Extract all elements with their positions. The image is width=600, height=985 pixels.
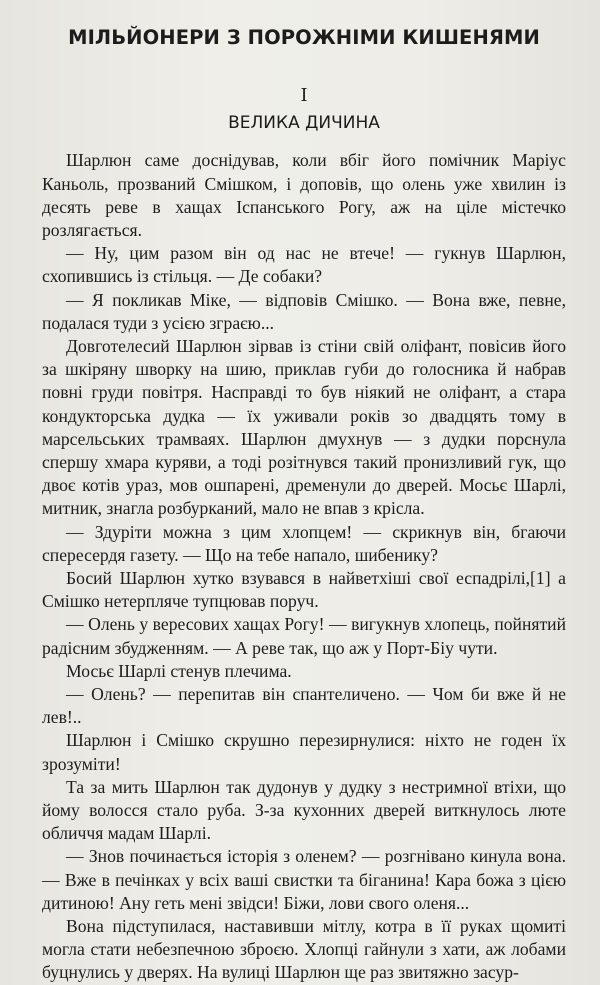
paragraph: — Олень у вересових хащах Рогу! — вигукнув хлопець, пойнятий радісним збудженням. — А реве так, що аж у Порт-Біу чути. <box>42 614 566 658</box>
paragraph: Мосьє Шарлі стенув плечима. <box>66 660 292 681</box>
book-title: МІЛЬЙОНЕРИ З ПОРОЖНІМИ КИШЕНЯМИ <box>68 26 540 49</box>
chapter-number: I <box>300 85 308 107</box>
chapter-title: ВЕЛИКА ДИЧИНА <box>228 112 380 133</box>
paragraph: Шарлюн і Смішко скрушно перезирнулися: ніхто не годен їх зрозуміти! <box>42 730 566 774</box>
paragraph: — Здуріти можна з цим хлопцем! — скрикнув він, бгаючи спересердя газету. — Що на тебе напало, шибенику? <box>42 521 566 565</box>
paragraph: Довготелесий Шарлюн зірвав із стіни свій оліфант, повісив його за шкіряну шворку на шию, приклав губи до голосника й набрав повні груди повітря. Насправді то був ніякий не оліфант, а стара кондукторська дудка — їх уживали років зо двадцять тому в марсельських трамваях. Шарлюн дмухнув — з дудки порснула спершу хмара куряви, а тоді розітнувся такий пронизливий гук, що двоє котів ураз, мов ошпарені, дременули до дверей. Мосьє Шарлі, митник, знагла розбурканий, мало не впав з крісла. <box>42 336 566 519</box>
paragraph: Босий Шарлюн хутко взувався в найветхіші свої еспадрілі,[1] а Смішко нетерпляче тупцював поруч. <box>42 568 566 612</box>
paragraph: — Знов починається історія з оленем? — розгнівано кинула вона. — Вже в печінках у всіх ваші свистки та біганина! Кара божа з цією дитиною! Ану геть мені звідси! Біжи, лови свого оленя... <box>42 846 566 913</box>
paragraph: — Ну, цим разом він од нас не втече! — гукнув Шарлюн, схопившись із стільця. — Де собаки? <box>42 243 566 287</box>
paragraph: — Я покликав Міке, — відповів Смішко. — Вона вже, певне, подалася туди з усією зграєю... <box>42 289 566 333</box>
paragraph: Та за мить Шарлюн так дудонув у дудку з нестримної втіхи, що йому волосся стало руба. З-за кухонних дверей виткнулось люте обличчя мадам Шарлі. <box>42 776 566 844</box>
chapter-body <box>42 149 566 984</box>
paragraph: — Олень? — перепитав він спантеличено. — Чом би вже й не лев!.. <box>42 684 566 728</box>
paragraph: Шарлюн саме доснідував, коли вбіг його помічник Маріус Каньоль, прозваний Смішком, і доповів, що олень уже хвилин із десять реве в хащах Іспанського Рогу, аж на ціле містечко розлягається. <box>42 150 566 240</box>
paragraph: Вона підступилася, наставивши мітлу, котра в її руках щомиті могла стати небезпечною зброєю. Хлопці гайнули з хати, аж лобами буцнулись у дверях. На вулиці Шарлюн ще раз звитяжно засур- <box>42 916 566 983</box>
